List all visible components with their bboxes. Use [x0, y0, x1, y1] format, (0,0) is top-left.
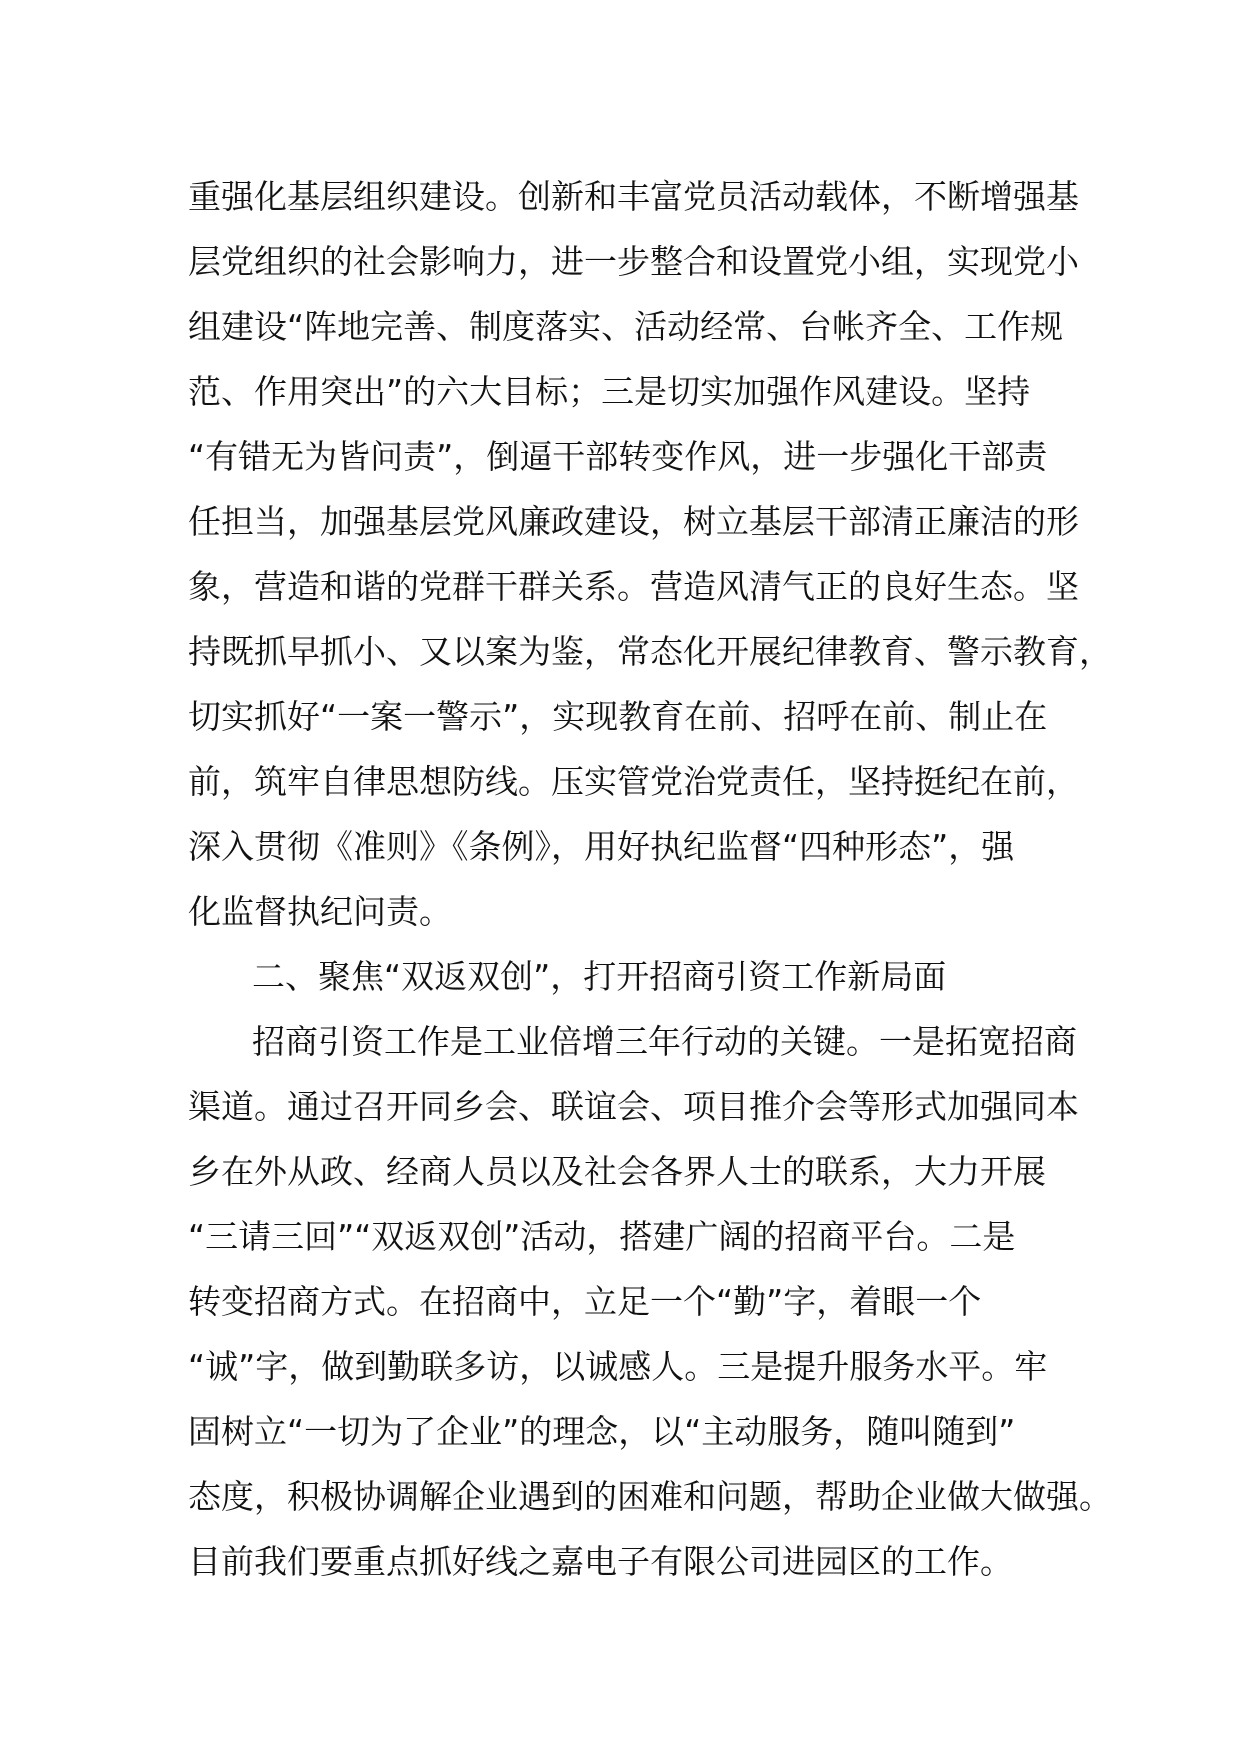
body-text-line: “有错无为皆问责”，倒逼干部转变作风，进一步强化干部责: [188, 437, 1048, 476]
body-text-line: 化监督执纪问责。: [188, 892, 452, 931]
body-text-line: “三请三回”“双返双创”活动，搭建广阔的招商平台。二是: [188, 1217, 1016, 1256]
body-text-line: 深入贯彻《准则》《条例》，用好执纪监督“四种形态”，强: [188, 827, 1015, 866]
section-heading: 二、聚焦“双返双创”，打开招商引资工作新局面: [252, 957, 947, 996]
body-text-line: 持既抓早抓小、又以案为鉴，常态化开展纪律教育、警示教育，: [188, 632, 1112, 671]
body-text-line: 组建设“阵地完善、制度落实、活动经常、台帐齐全、工作规: [188, 307, 1064, 346]
body-text-line: “诚”字，做到勤联多访，以诚感人。三是提升服务水平。牢: [188, 1347, 1048, 1386]
body-text-line: 目前我们要重点抓好线之嘉电子有限公司进园区的工作。: [188, 1542, 1013, 1581]
body-text-line: 重强化基层组织建设。创新和丰富党员活动载体，不断增强基: [188, 177, 1079, 216]
paragraph-first-line: 招商引资工作是工业倍增三年行动的关键。一是拓宽招商: [252, 1022, 1077, 1061]
body-text-line: 前，筑牢自律思想防线。压实管党治党责任，坚持挺纪在前，: [188, 762, 1079, 801]
body-text-line: 乡在外从政、经商人员以及社会各界人士的联系，大力开展: [188, 1152, 1046, 1191]
body-text-line: 任担当，加强基层党风廉政建设，树立基层干部清正廉洁的形: [188, 502, 1079, 541]
body-text-line: 转变招商方式。在招商中，立足一个“勤”字，着眼一个: [188, 1282, 982, 1321]
body-text-line: 范、作用突出”的六大目标；三是切实加强作风建设。坚持: [188, 372, 1031, 411]
body-text-line: 切实抓好“一案一警示”，实现教育在前、招呼在前、制止在: [188, 697, 1048, 736]
body-text-line: 层党组织的社会影响力，进一步整合和设置党小组，实现党小: [188, 242, 1079, 281]
body-text-line: 固树立“一切为了企业”的理念，以“主动服务，随叫随到”: [188, 1412, 1016, 1451]
body-text-line: 渠道。通过召开同乡会、联谊会、项目推介会等形式加强同本: [188, 1087, 1079, 1126]
body-text-line: 象，营造和谐的党群干群关系。营造风清气正的良好生态。坚: [188, 567, 1079, 606]
body-text-line: 态度，积极协调解企业遇到的困难和问题，帮助企业做大做强。: [188, 1477, 1112, 1516]
